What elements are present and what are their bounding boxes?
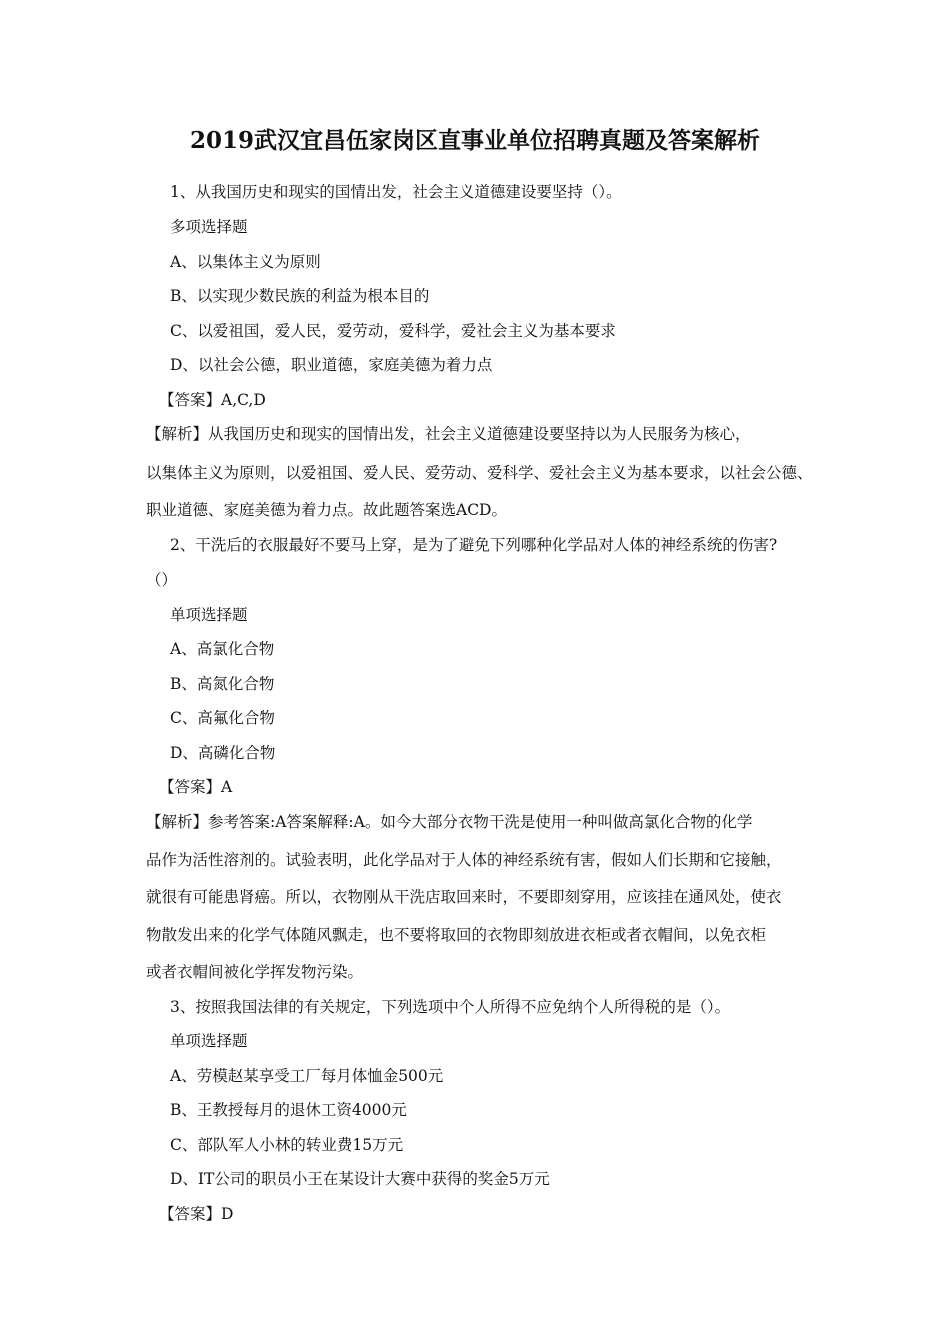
question-1-option-d: D、以社会公德，职业道德，家庭美德为着力点 [170,356,493,374]
question-1-option-a: A、以集体主义为原则 [170,253,321,271]
question-2-option-d: D、高磷化合物 [170,744,276,762]
question-3-stem: 3、按照我国法律的有关规定，下列选项中个人所得不应免纳个人所得税的是（）。 [170,998,731,1016]
question-2-answer: 【答案】A [159,778,233,796]
question-1-stem: 1、从我国历史和现实的国情出发，社会主义道德建设要坚持（）。 [170,183,622,201]
question-2-explanation-line: 就很有可能患肾癌。所以，衣物刚从干洗店取回来时，不要即刻穿用，应该挂在通风处，使衣 [146,888,782,906]
question-3-answer: 【答案】D [159,1205,234,1223]
question-1-option-c: C、以爱祖国，爱人民，爱劳动，爱科学，爱社会主义为基本要求 [170,322,616,340]
question-2-option-c: C、高氟化合物 [170,709,275,727]
question-1-explanation-line: 以集体主义为原则，以爱祖国、爱人民、爱劳动、爱科学、爱社会主义为基本要求，以社会公德、 [146,464,813,482]
question-2-explanation-line: 【解析】参考答案:A答案解释:A。如今大部分衣物干洗是使用一种叫做高氯化合物的化学 [146,813,753,831]
question-1-explanation-line: 【解析】从我国历史和现实的国情出发，社会主义道德建设要坚持以为人民服务为核心， [146,425,751,443]
question-2-option-a: A、高氯化合物 [170,640,275,658]
question-2-stem-continuation: （） [146,571,178,589]
question-2-type: 单项选择题 [170,606,248,624]
question-2-stem: 2、干洗后的衣服最好不要马上穿，是为了避免下列哪种化学品对人体的神经系统的伤害? [170,536,778,554]
question-2-explanation-line: 物散发出来的化学气体随风飘走，也不要将取回的衣物即刻放进衣柜或者衣帽间，以免衣柜 [146,926,767,944]
question-3-option-d: D、IT公司的职员小王在某设计大赛中获得的奖金5万元 [170,1170,550,1188]
question-3-option-c: C、部队军人小林的转业费15万元 [170,1136,404,1154]
question-1-answer: 【答案】A,C,D [159,391,266,409]
question-3-type: 单项选择题 [170,1032,248,1050]
question-2-explanation-line: 品作为活性溶剂的。试验表明，此化学品对于人体的神经系统有害，假如人们长期和它接触， [146,851,782,869]
question-3-option-a: A、劳模赵某享受工厂每月体恤金500元 [170,1067,444,1085]
question-1-option-b: B、以实现少数民族的利益为根本目的 [170,287,430,305]
question-3-option-b: B、王教授每月的退休工资4000元 [170,1101,407,1119]
question-1-explanation-line: 职业道德、家庭美德为着力点。故此题答案选ACD。 [146,501,507,519]
question-2-explanation-line: 或者衣帽间被化学挥发物污染。 [146,963,364,981]
question-1-type: 多项选择题 [170,218,248,236]
question-2-option-b: B、高氮化合物 [170,675,275,693]
document-title: 2019武汉宜昌伍家岗区直事业单位招聘真题及答案解析 [189,127,760,154]
